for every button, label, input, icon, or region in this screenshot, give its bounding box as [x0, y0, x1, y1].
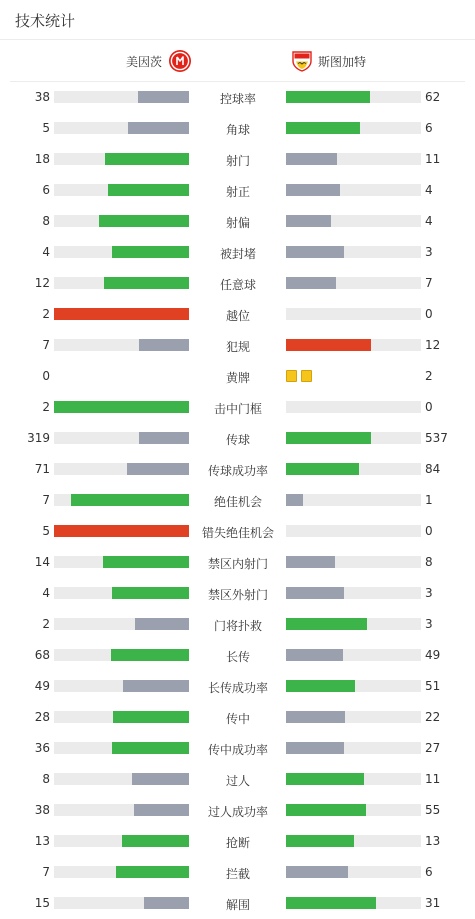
away-stat-bar-fill	[286, 649, 343, 661]
away-stat-bar-track	[286, 618, 421, 630]
away-stat-value: 3	[425, 586, 433, 600]
home-stat-bar-fill	[112, 742, 189, 754]
stat-label: 过人	[225, 774, 250, 788]
away-stat-value: 4	[425, 214, 433, 228]
stat-row	[0, 175, 475, 206]
away-stat-value: 0	[425, 400, 433, 414]
home-stat-bar-track	[54, 804, 189, 816]
home-stat-bar-fill	[139, 432, 189, 444]
stat-row	[0, 857, 475, 888]
away-team[interactable]	[290, 48, 366, 74]
stat-label: 控球率	[219, 92, 256, 106]
away-stat-bar-fill	[286, 91, 370, 103]
yellow-card-icon	[286, 370, 297, 382]
stat-label: 禁区内射门	[207, 557, 268, 571]
away-stat-bar-track	[286, 339, 421, 351]
stat-row	[0, 764, 475, 795]
away-stat-bar-fill	[286, 804, 366, 816]
away-stat-bar-track	[286, 494, 421, 506]
home-stat-bar-track	[54, 215, 189, 227]
home-stat-bar-fill	[108, 184, 189, 196]
home-stat-bar-track	[54, 463, 189, 475]
home-stat-bar-track	[54, 835, 189, 847]
home-stat-bar-track	[54, 277, 189, 289]
stat-label: 解围	[225, 898, 250, 912]
away-stat-value: 55	[425, 803, 441, 817]
away-stat-bar-track	[286, 308, 421, 320]
home-stat-bar-fill	[103, 556, 189, 568]
stat-label: 错失绝佳机会	[201, 526, 274, 540]
away-stat-value: 3	[425, 245, 433, 259]
stat-row	[0, 609, 475, 640]
home-stat-bar-fill	[144, 897, 189, 909]
away-stat-value: 13	[425, 834, 441, 848]
away-stat-value: 1	[425, 493, 433, 507]
home-stat-value: 7	[42, 493, 50, 507]
home-stat-value: 2	[42, 307, 50, 321]
stat-row	[0, 454, 475, 485]
away-stat-bar-fill	[286, 432, 371, 444]
home-stat-bar-track	[54, 649, 189, 661]
home-stat-value: 68	[34, 648, 50, 662]
stat-label: 传球成功率	[207, 464, 268, 478]
home-stat-bar-fill	[123, 680, 189, 692]
stat-label: 传中成功率	[207, 743, 268, 757]
home-stat-bar-track	[54, 339, 189, 351]
home-stat-value: 319	[27, 431, 50, 445]
away-stat-bar-track	[286, 587, 421, 599]
home-stat-bar-track	[54, 91, 189, 103]
home-stat-bar-track	[54, 711, 189, 723]
home-stat-bar-fill	[54, 525, 189, 537]
home-stat-bar-fill	[112, 587, 189, 599]
home-stat-value: 8	[42, 772, 50, 786]
stat-row	[0, 206, 475, 237]
stat-row	[0, 113, 475, 144]
away-stat-bar-track	[286, 711, 421, 723]
away-stat-value: 27	[425, 741, 441, 755]
home-stat-value: 7	[42, 865, 50, 879]
away-stat-bar-track	[286, 649, 421, 661]
home-stat-bar-track	[54, 184, 189, 196]
away-stat-bar-track	[286, 184, 421, 196]
home-stat-value: 5	[42, 121, 50, 135]
home-stat-bar-fill	[135, 618, 189, 630]
stat-label: 绝佳机会	[213, 495, 262, 509]
away-stat-bar-track	[286, 835, 421, 847]
away-stat-bar-fill	[286, 122, 360, 134]
away-stat-value: 2	[425, 369, 433, 383]
away-stat-value: 7	[425, 276, 433, 290]
stat-row	[0, 299, 475, 330]
stat-row	[0, 795, 475, 826]
away-stat-bar-track	[286, 804, 421, 816]
home-stat-bar-track	[54, 556, 189, 568]
stat-label: 射偏	[225, 216, 250, 230]
home-stat-value: 6	[42, 183, 50, 197]
home-stat-value: 36	[34, 741, 50, 755]
home-stat-bar-fill	[122, 835, 190, 847]
stat-label: 任意球	[219, 278, 256, 292]
home-stat-value: 5	[42, 524, 50, 538]
away-stat-bar-fill	[286, 835, 354, 847]
home-stat-bar-track	[54, 122, 189, 134]
away-stat-value: 0	[425, 307, 433, 321]
stat-label: 击中门框	[213, 402, 262, 416]
away-stat-bar-track	[286, 897, 421, 909]
away-stat-bar-track	[286, 680, 421, 692]
stat-label: 长传	[225, 650, 250, 664]
away-stat-value: 6	[425, 121, 433, 135]
home-stat-bar-fill	[116, 866, 189, 878]
stat-row	[0, 671, 475, 702]
away-stat-value: 11	[425, 152, 441, 166]
header-bar	[0, 0, 475, 40]
stat-row	[0, 82, 475, 113]
home-stat-bar-fill	[127, 463, 189, 475]
away-stat-bar-track	[286, 215, 421, 227]
home-stat-bar-track	[54, 401, 189, 413]
home-stat-bar-track	[54, 897, 189, 909]
home-stat-bar-fill	[134, 804, 189, 816]
mainz-club-crest-icon	[168, 49, 192, 73]
away-stat-value: 537	[425, 431, 448, 445]
stat-label: 犯规	[225, 340, 250, 354]
away-yellow-cards	[286, 370, 312, 382]
away-stat-bar-track	[286, 91, 421, 103]
away-stat-bar-fill	[286, 184, 340, 196]
stuttgart-club-crest-icon	[290, 49, 314, 73]
home-stat-value: 13	[34, 834, 50, 848]
stat-row	[0, 578, 475, 609]
home-stat-bar-track	[54, 246, 189, 258]
away-stat-bar-fill	[286, 618, 367, 630]
stat-label: 角球	[225, 123, 250, 137]
teams-header	[10, 40, 465, 82]
home-stat-value: 38	[34, 90, 50, 104]
home-stat-value: 28	[34, 710, 50, 724]
stat-row	[0, 237, 475, 268]
home-stat-bar-track	[54, 742, 189, 754]
stat-label: 越位	[225, 309, 250, 323]
home-stat-value: 4	[42, 245, 50, 259]
home-stat-value: 49	[34, 679, 50, 693]
home-stat-bar-track	[54, 618, 189, 630]
away-stat-value: 0	[425, 524, 433, 538]
away-stat-bar-fill	[286, 153, 337, 165]
home-stat-bar-track	[54, 494, 189, 506]
away-stat-value: 84	[425, 462, 441, 476]
home-stat-bar-fill	[128, 122, 189, 134]
home-stat-value: 7	[42, 338, 50, 352]
away-stat-bar-fill	[286, 215, 331, 227]
stat-row	[0, 826, 475, 857]
home-stat-bar-fill	[71, 494, 189, 506]
away-stat-bar-fill	[286, 494, 303, 506]
home-stat-value: 8	[42, 214, 50, 228]
away-stat-bar-fill	[286, 680, 355, 692]
home-stat-bar-track	[54, 525, 189, 537]
home-stat-bar-track	[54, 587, 189, 599]
home-stat-bar-fill	[113, 711, 189, 723]
away-stat-value: 31	[425, 896, 441, 910]
home-team-name: 美因茨	[126, 54, 163, 69]
away-stat-bar-track	[286, 153, 421, 165]
stat-label: 传球	[225, 433, 250, 447]
stat-label: 传中	[225, 712, 250, 726]
home-stat-value: 4	[42, 586, 50, 600]
stat-row	[0, 423, 475, 454]
home-stat-value: 0	[42, 369, 50, 383]
away-stat-value: 6	[425, 865, 433, 879]
home-stat-value: 71	[34, 462, 50, 476]
stat-row	[0, 330, 475, 361]
away-stat-bar-track	[286, 773, 421, 785]
stats-list	[0, 82, 475, 919]
away-stat-value: 22	[425, 710, 441, 724]
away-stat-bar-fill	[286, 277, 336, 289]
away-stat-value: 49	[425, 648, 441, 662]
page-title: 技术统计	[15, 12, 76, 30]
home-stat-bar-track	[54, 773, 189, 785]
away-stat-bar-track	[286, 525, 421, 537]
home-stat-bar-fill	[132, 773, 189, 785]
stat-row	[0, 144, 475, 175]
stat-label: 被封堵	[219, 247, 256, 261]
stat-row	[0, 547, 475, 578]
home-stat-bar-track	[54, 308, 189, 320]
away-stat-bar-track	[286, 277, 421, 289]
stat-row	[0, 702, 475, 733]
home-stat-bar-fill	[54, 401, 189, 413]
away-stat-bar-fill	[286, 556, 335, 568]
stat-row	[0, 392, 475, 423]
away-stat-bar-track	[286, 246, 421, 258]
away-stat-bar-track	[286, 742, 421, 754]
home-stat-bar-fill	[99, 215, 189, 227]
stat-label: 射正	[225, 185, 250, 199]
away-stat-bar-track	[286, 556, 421, 568]
away-stat-value: 11	[425, 772, 441, 786]
home-stat-value: 2	[42, 400, 50, 414]
stat-row	[0, 640, 475, 671]
away-stat-bar-track	[286, 122, 421, 134]
stat-label: 射门	[225, 154, 250, 168]
home-stat-bar-fill	[111, 649, 189, 661]
away-stat-bar-fill	[286, 711, 345, 723]
stat-label: 拦截	[225, 867, 250, 881]
stat-row	[0, 268, 475, 299]
away-stat-bar-track	[286, 866, 421, 878]
away-stat-bar-fill	[286, 587, 344, 599]
stat-row	[0, 485, 475, 516]
away-stat-value: 4	[425, 183, 433, 197]
yellow-card-icon	[301, 370, 312, 382]
away-stat-bar-track	[286, 432, 421, 444]
away-stat-bar-fill	[286, 246, 344, 258]
stat-row	[0, 361, 475, 392]
home-stat-bar-fill	[104, 277, 189, 289]
home-stat-value: 38	[34, 803, 50, 817]
home-stat-bar-fill	[112, 246, 189, 258]
home-stat-bar-fill	[139, 339, 189, 351]
home-stat-value: 18	[34, 152, 50, 166]
home-stat-value: 15	[34, 896, 50, 910]
away-stat-value: 62	[425, 90, 441, 104]
away-stat-value: 8	[425, 555, 433, 569]
stat-row	[0, 733, 475, 764]
away-stat-bar-track	[286, 401, 421, 413]
away-stat-value: 12	[425, 338, 441, 352]
home-stat-bar-fill	[54, 308, 189, 320]
away-team-name: 斯图加特	[318, 54, 367, 69]
home-stat-bar-track	[54, 153, 189, 165]
stat-label: 黄牌	[225, 371, 250, 385]
away-stat-bar-fill	[286, 742, 344, 754]
home-stat-bar-track	[54, 866, 189, 878]
away-stat-bar-fill	[286, 897, 376, 909]
stat-row	[0, 888, 475, 919]
away-stat-value: 51	[425, 679, 441, 693]
home-stat-value: 14	[34, 555, 50, 569]
home-stat-bar-fill	[105, 153, 189, 165]
away-stat-bar-fill	[286, 773, 364, 785]
away-stat-bar-fill	[286, 339, 371, 351]
away-stat-bar-track	[286, 463, 421, 475]
stat-label: 抢断	[225, 836, 250, 850]
home-stat-bar-fill	[138, 91, 189, 103]
away-stat-value: 3	[425, 617, 433, 631]
stat-label: 长传成功率	[207, 681, 268, 695]
stat-label: 门将扑救	[213, 619, 262, 633]
away-stat-bar-fill	[286, 866, 348, 878]
home-stat-value: 12	[34, 276, 50, 290]
stat-label: 过人成功率	[207, 805, 268, 819]
stat-row	[0, 516, 475, 547]
home-stat-bar-track	[54, 432, 189, 444]
away-stat-bar-fill	[286, 463, 359, 475]
stat-label: 禁区外射门	[207, 588, 268, 602]
home-team[interactable]	[126, 48, 192, 74]
home-stat-value: 2	[42, 617, 50, 631]
home-stat-bar-track	[54, 680, 189, 692]
